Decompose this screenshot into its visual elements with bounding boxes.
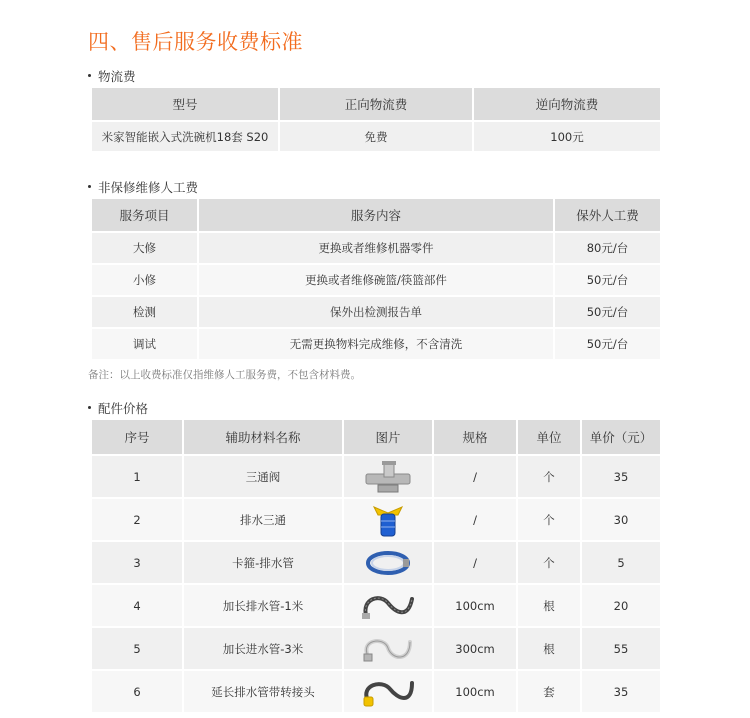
page-title: 四、售后服务收费标准 <box>88 30 303 54</box>
table-cell: 35 <box>581 670 661 713</box>
table-cell: 50元/台 <box>554 264 661 296</box>
header-cell: 保外人工费 <box>554 198 661 232</box>
bullet-icon <box>88 74 91 77</box>
labor-table <box>90 197 662 361</box>
table-cell: 更换或者维修机器零件 <box>198 232 554 264</box>
image-cell <box>343 627 433 670</box>
table-cell: 30 <box>581 498 661 541</box>
header-cell: 正向物流费 <box>279 87 473 121</box>
header-cell: 型号 <box>91 87 279 121</box>
header-cell: 服务项目 <box>91 198 198 232</box>
image-cell <box>343 455 433 498</box>
table-cell: 免费 <box>279 121 473 152</box>
table-cell: / <box>433 455 517 498</box>
section-title-text: 非保修维修人工费 <box>98 180 199 195</box>
header-cell: 规格 <box>433 419 517 455</box>
section-title-parts <box>88 399 148 417</box>
drain-tee-icon <box>368 501 408 539</box>
header-cell: 单价（元） <box>581 419 661 455</box>
table-cell: 5 <box>581 541 661 584</box>
image-cell <box>343 584 433 627</box>
header-cell: 单位 <box>517 419 581 455</box>
table-row <box>91 264 661 296</box>
table-cell: 100cm <box>433 584 517 627</box>
table-cell: 排水三通 <box>183 498 343 541</box>
table-cell: 延长排水管带转接头 <box>183 670 343 713</box>
table-cell: 35 <box>581 455 661 498</box>
table-row <box>91 455 661 498</box>
table-cell: 20 <box>581 584 661 627</box>
table-row <box>91 232 661 264</box>
bullet-icon <box>88 185 91 188</box>
header-cell: 图片 <box>343 419 433 455</box>
section-title-logistics <box>88 67 136 85</box>
table-row <box>91 121 661 152</box>
table-cell: 100元 <box>473 121 661 152</box>
drain-hose-icon <box>358 589 418 623</box>
table-cell: 100cm <box>433 670 517 713</box>
logistics-table <box>90 86 662 153</box>
table-cell: 大修 <box>91 232 198 264</box>
table-row <box>91 498 661 541</box>
image-cell <box>343 498 433 541</box>
bullet-icon <box>88 406 91 409</box>
header-cell: 序号 <box>91 419 183 455</box>
labor-note: 备注：以上收费标准仅指维修人工服务费，不包含材料费。 <box>88 369 361 381</box>
table-cell: 加长排水管-1米 <box>183 584 343 627</box>
table-cell: 卡箍-排水管 <box>183 541 343 584</box>
table-cell: / <box>433 541 517 584</box>
header-cell: 辅助材料名称 <box>183 419 343 455</box>
header-cell: 逆向物流费 <box>473 87 661 121</box>
drain-hose-adapter-icon <box>358 675 418 709</box>
table-row <box>91 541 661 584</box>
table-row <box>91 584 661 627</box>
table-cell: 6 <box>91 670 183 713</box>
table-cell: 加长进水管-3米 <box>183 627 343 670</box>
table-cell: 个 <box>517 455 581 498</box>
table-header-row <box>91 198 661 232</box>
table-cell: 更换或者维修碗篮/筷篮部件 <box>198 264 554 296</box>
table-cell: 米家智能嵌入式洗碗机18套 S20 <box>91 121 279 152</box>
section-title-labor <box>88 178 198 196</box>
table-cell: / <box>433 498 517 541</box>
table-cell: 检测 <box>91 296 198 328</box>
image-cell <box>343 670 433 713</box>
table-cell: 保外出检测报告单 <box>198 296 554 328</box>
table-header-row <box>91 87 661 121</box>
inlet-hose-icon <box>358 632 418 666</box>
table-cell: 三通阀 <box>183 455 343 498</box>
hose-clamp-icon <box>363 548 413 578</box>
table-cell: 2 <box>91 498 183 541</box>
table-cell: 调试 <box>91 328 198 360</box>
table-row <box>91 296 661 328</box>
table-cell: 个 <box>517 498 581 541</box>
table-cell: 根 <box>517 627 581 670</box>
table-cell: 3 <box>91 541 183 584</box>
header-cell: 服务内容 <box>198 198 554 232</box>
tee-valve-icon <box>360 459 416 495</box>
table-cell: 50元/台 <box>554 296 661 328</box>
table-cell: 1 <box>91 455 183 498</box>
table-cell: 小修 <box>91 264 198 296</box>
table-row <box>91 627 661 670</box>
table-cell: 无需更换物料完成维修，不含清洗 <box>198 328 554 360</box>
table-cell: 根 <box>517 584 581 627</box>
table-cell: 个 <box>517 541 581 584</box>
table-row <box>91 328 661 360</box>
image-cell <box>343 541 433 584</box>
table-header-row <box>91 419 661 455</box>
section-title-text: 配件价格 <box>98 401 149 416</box>
table-cell: 4 <box>91 584 183 627</box>
section-title-text: 物流费 <box>98 69 136 84</box>
table-cell: 300cm <box>433 627 517 670</box>
parts-table <box>90 418 662 714</box>
table-cell: 80元/台 <box>554 232 661 264</box>
table-cell: 50元/台 <box>554 328 661 360</box>
table-cell: 55 <box>581 627 661 670</box>
table-cell: 5 <box>91 627 183 670</box>
table-cell: 套 <box>517 670 581 713</box>
table-row <box>91 670 661 713</box>
